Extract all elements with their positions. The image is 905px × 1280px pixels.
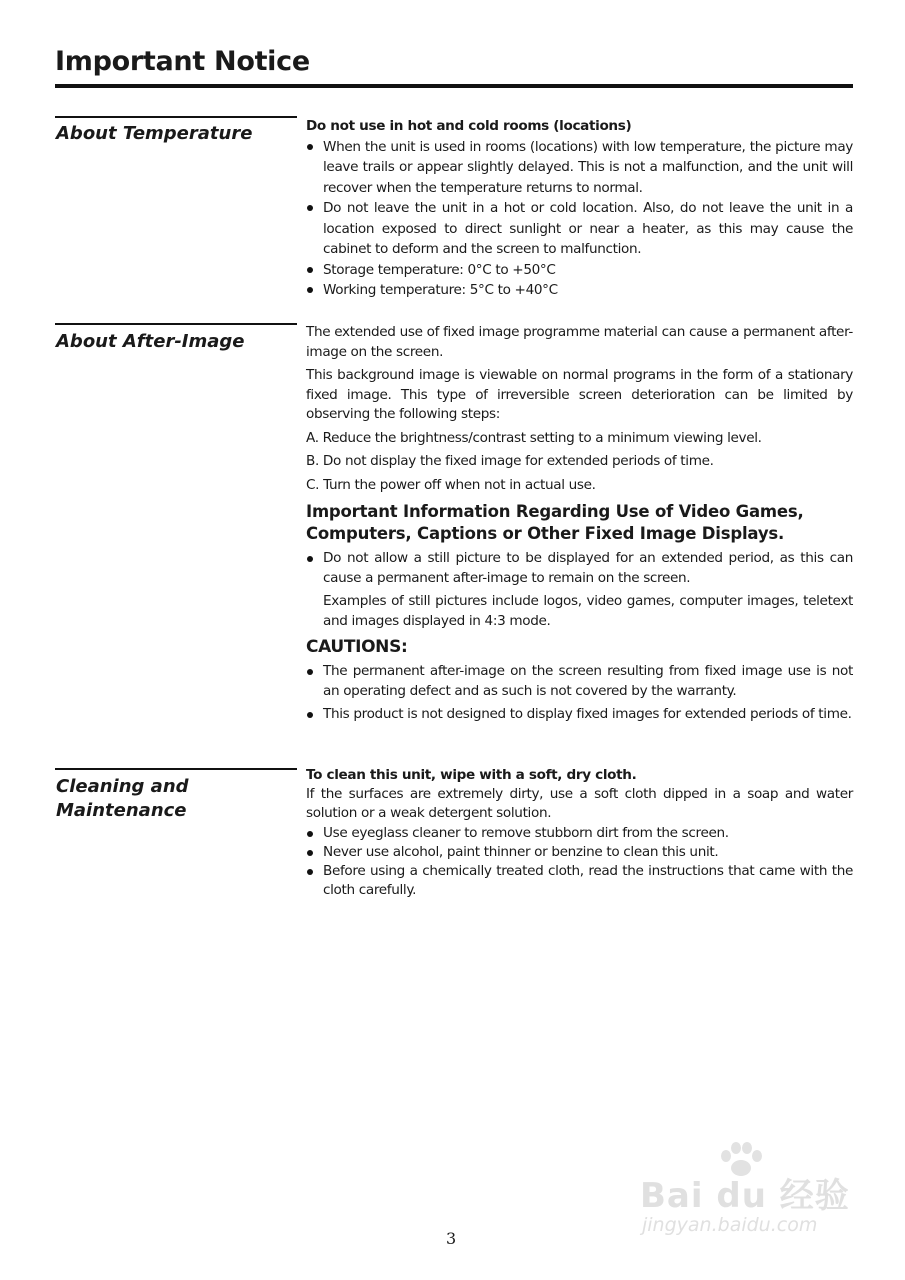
section-body: [306, 766, 853, 900]
section-body: [306, 116, 853, 301]
section-after-image: [55, 323, 853, 743]
paragraph: Examples of still pictures include logos, video games, computer images, teletext and images displayed in 4:3 mode.: [323, 593, 853, 629]
title-rule: [55, 84, 853, 88]
lead-text: To clean this unit, wipe with a soft, dry cloth.: [306, 767, 637, 783]
list-item: The permanent after-image on the screen resulting from fixed image use is not an operating defect and as such is not covered by the warranty.: [306, 662, 853, 701]
section-rule: [55, 116, 297, 118]
cautions-heading: CAUTIONS:: [306, 637, 408, 657]
list-item: Never use alcohol, paint thinner or benzine to clean this unit.: [306, 843, 853, 862]
section-temperature: [55, 116, 853, 306]
step-item: A. Reduce the brightness/contrast setting to a minimum viewing level.: [306, 429, 762, 446]
watermark-url: jingyan.baidu.com: [642, 1214, 818, 1236]
paragraph: This background image is viewable on normal programs in the form of a stationary fixed image. This type of irreversible screen deterioration can be limited by observing the following steps:: [306, 367, 853, 422]
watermark: [640, 1140, 855, 1245]
bullet-list: [306, 824, 853, 901]
paragraph: If the surfaces are extremely dirty, use a soft cloth dipped in a soap and water solution or a weak detergent solution.: [306, 786, 853, 822]
section-cleaning: [55, 768, 853, 918]
bullet-list: [306, 662, 853, 725]
bullet-list: [306, 137, 853, 301]
section-heading: About After-Image: [56, 331, 245, 352]
list-item: This product is not designed to display fixed images for extended periods of time.: [306, 705, 853, 725]
bullet-list: [306, 549, 853, 588]
page-title: Important Notice: [55, 46, 310, 77]
paragraph: The extended use of fixed image programme material can cause a permanent after-image on the screen.: [306, 324, 853, 360]
watermark-logo: Bai du 经验: [640, 1176, 850, 1216]
section-heading: Cleaning and Maintenance: [56, 776, 189, 821]
section-rule: [55, 768, 297, 770]
list-item: Before using a chemically treated cloth, read the instructions that came with the cloth carefully.: [306, 862, 853, 900]
list-item: Use eyeglass cleaner to remove stubborn dirt from the screen.: [306, 824, 853, 843]
list-item: Do not leave the unit in a hot or cold location. Also, do not leave the unit in a location exposed to direct sunlight or near a heater, as this may cause the cabinet to deform and the screen to malfunction.: [306, 198, 853, 260]
section-heading: About Temperature: [56, 123, 253, 144]
lead-text: Do not use in hot and cold rooms (locations): [306, 118, 632, 134]
page-number: 3: [446, 1229, 457, 1248]
section-body: [306, 323, 853, 725]
section-rule: [55, 323, 297, 325]
list-item: Storage temperature: 0°C to +50°C: [306, 260, 853, 281]
step-item: C. Turn the power off when not in actual use.: [306, 476, 596, 493]
list-item: Do not allow a still picture to be displayed for an extended period, as this can cause a permanent after-image to remain on the screen.: [306, 549, 853, 588]
step-item: B. Do not display the fixed image for extended periods of time.: [306, 453, 714, 469]
list-item: When the unit is used in rooms (locations) with low temperature, the picture may leave trails or appear slightly delayed. This is not a malfunction, and the unit will recover when the temperature returns to normal.: [306, 137, 853, 199]
subheading: Important Information Regarding Use of Video Games, Computers, Captions or Other Fixed Image Displays.: [306, 502, 804, 543]
list-item: Working temperature: 5°C to +40°C: [306, 280, 853, 301]
